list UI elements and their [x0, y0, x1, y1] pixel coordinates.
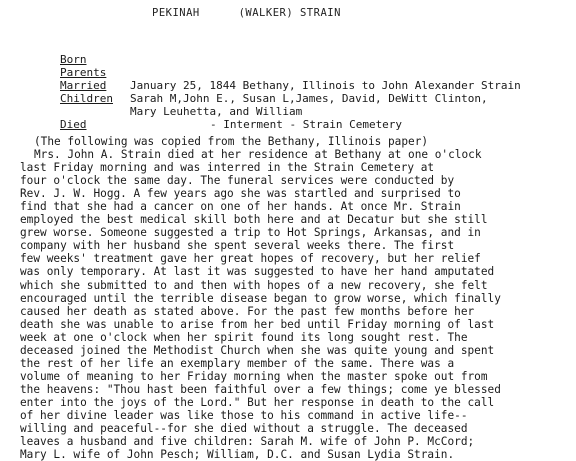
obituary-line: willing and peaceful--for she died without a struggle. The deceased	[20, 422, 468, 436]
parents-row	[60, 66, 570, 79]
children-value-2: Mary Leuhetta, and William	[130, 105, 303, 118]
obituary-line: Mary L. wife of John Pesch; William, D.C. and Susan Lydia Strain.	[20, 448, 455, 461]
obituary-line: death she was unable to arise from her bed until Friday morning of last	[20, 317, 495, 331]
obituary-line: deceased joined the Methodist Church when she was quite young and spent	[20, 343, 495, 357]
married-value: January 25, 1844 Bethany, Illinois to John Alexander Strain	[130, 79, 521, 92]
obituary-line: volume of meaning to her Friday morning when the master spoke out from	[20, 369, 488, 383]
born-row	[60, 53, 570, 66]
obituary-source-note: (The following was copied from the Bethany, Illinois paper)	[34, 135, 429, 148]
married-label: Married	[60, 79, 107, 92]
obituary-line: week at one o'clock when her spirit found its long sought rest. The	[20, 330, 468, 344]
obituary-line: grew worse. Someone suggested a trip to Hot Springs, Arkansas, and in	[20, 226, 481, 240]
parents-label: Parents	[60, 66, 107, 79]
married-row	[60, 79, 570, 92]
children-row-continued	[60, 105, 570, 118]
born-label: Born	[60, 53, 87, 66]
obituary-line: the heavens: "Thou hast been faithful over a few things; come ye blessed	[20, 382, 501, 396]
obituary-line: find that she had a cancer on one of her hands. At once Mr. Strain	[20, 200, 461, 214]
died-value: - Interment - Strain Cemetery	[210, 118, 403, 131]
obituary-line: was only temporary. At last it was suggested to have her hand amputated	[20, 265, 495, 279]
obituary-text	[20, 135, 572, 461]
obituary-line: Rev. J. W. Hogg. A few years ago she was startled and surprised to	[20, 187, 461, 201]
children-value-1: Sarah M,John E., Susan L,James, David, DeWitt Clinton,	[130, 92, 488, 105]
obituary-line: four o'clock the same day. The funeral services were conducted by	[20, 174, 455, 188]
vital-records	[60, 53, 570, 131]
obituary-line: encouraged until the terrible disease began to grow worse, which finally	[20, 291, 501, 305]
header-surname: (WALKER) STRAIN	[238, 7, 341, 19]
obituary-line: employed the best medical skill both here and at Decatur but she still	[20, 213, 488, 227]
obituary-line: the rest of her life an exemplary member of the same. There was a	[20, 356, 455, 370]
obituary-line: caused her death as stated above. For the past few months before her	[20, 304, 475, 318]
died-label: Died	[60, 118, 87, 131]
obituary-line: Mrs. John A. Strain died at her residence at Bethany at one o'clock	[34, 148, 482, 162]
header-given-name: PEKINAH	[152, 7, 200, 19]
obituary-line: leaves a husband and five children: Sarah M. wife of John P. McCord;	[20, 435, 475, 449]
children-label: Children	[60, 92, 113, 105]
obituary-line: company with her husband she spent several weeks there. The first	[20, 239, 455, 253]
page-header	[152, 7, 341, 19]
obituary-line: few weeks' treatment gave her great hopes of recovery, but her relief	[20, 252, 481, 266]
children-row	[60, 92, 570, 105]
obituary-line: enter into the joys of the Lord." But her response in death to the call	[20, 395, 495, 409]
died-row	[60, 118, 570, 131]
obituary-line: which she submitted to and then with hopes of a new recovery, she felt	[20, 278, 488, 292]
obituary-line: last Friday morning and was interred in the Strain Cemetery at	[20, 161, 435, 175]
obituary-line: of her divine leader was like those to his command in active life--	[20, 408, 468, 422]
